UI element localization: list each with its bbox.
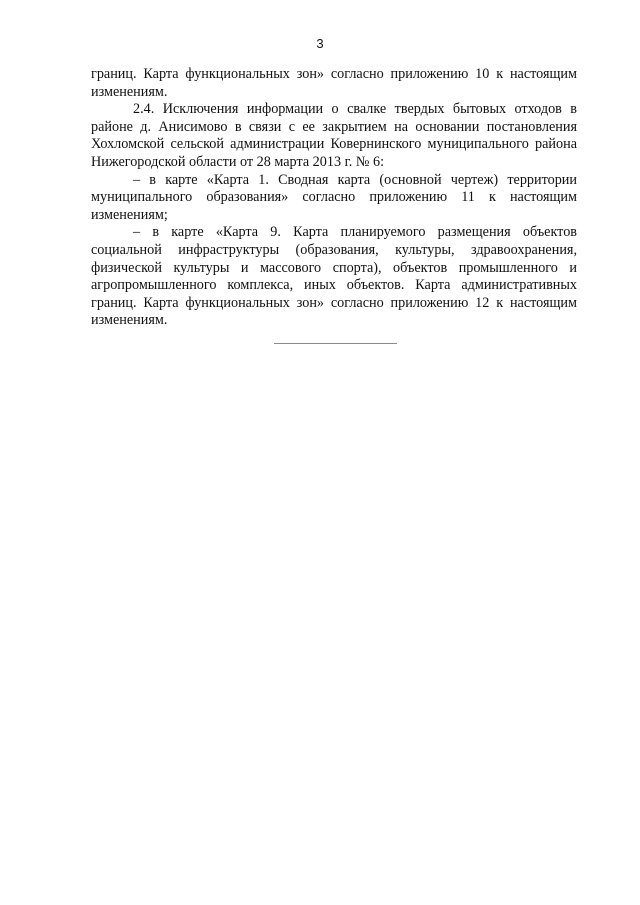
list-item-map-1: – в карте «Карта 1. Сводная карта (основной чертеж) территории муниципального образования» согласно приложению 11 к настоящим изменениям;	[91, 171, 577, 223]
end-separator-line	[274, 343, 397, 344]
page-number: 3	[316, 36, 324, 51]
paragraph-continuation: границ. Карта функциональных зон» согласно приложению 10 к настоящим изменениям.	[91, 66, 577, 100]
document-body	[91, 66, 577, 330]
paragraph-section-2-4: 2.4. Исключения информации о свалке твердых бытовых отходов в районе д. Анисимово в связи с ее закрытием на основании постановления Хохломской сельской администрации Ковернинского муниципального района Нижегородской области от 28 марта 2013 г. № 6:	[91, 101, 577, 170]
list-item-map-9: – в карте «Карта 9. Карта планируемого размещения объектов социальной инфраструктуры (образования, культуры, здравоохранения, физической культуры и массового спорта), объектов промышленного и агропромышленного комплекса, иных объектов. Карта административных границ. Карта функциональных зон» согласно приложению 12 к настоящим изменениям.	[91, 224, 577, 329]
